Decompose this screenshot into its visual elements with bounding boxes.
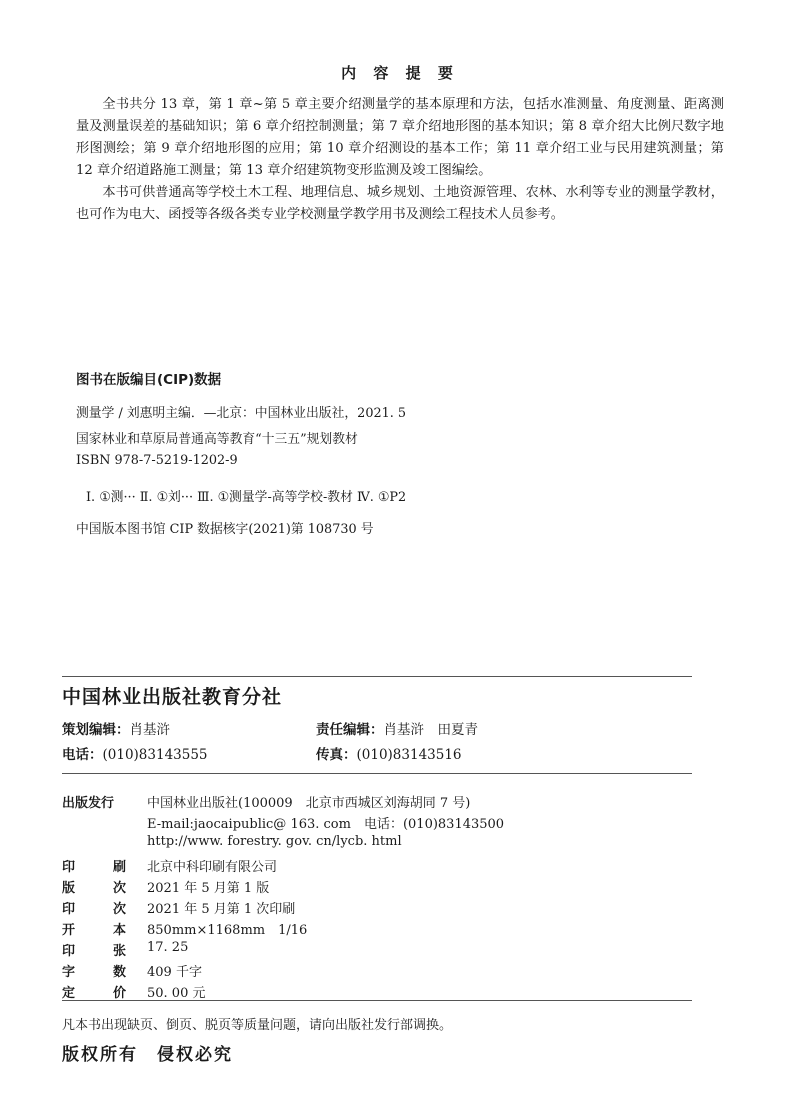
printer-label: 印 刷 xyxy=(62,860,126,875)
cip-title-line: 测量学 / 刘惠明主编．—北京：中国林业出版社，2021. 5 xyxy=(76,406,407,421)
format-label: 开 本 xyxy=(62,923,126,938)
fax-value: (010)83143516 xyxy=(356,747,462,763)
fax-label: 传真： xyxy=(316,747,357,763)
wordcount-label: 字 数 xyxy=(62,965,126,980)
format-value: 850mm×1168mm 1/16 xyxy=(147,923,308,938)
summary-paragraph-1: 全书共分 13 章，第 1 章~第 5 章主要介绍测量学的基本原理和方法，包括水准测量、角度测量、距离测量及测量误差的基础知识；第 6 章介绍控制测量；第 7 章介绍地形图的基本知识；第 8 章介绍大比例尺数字地形图测绘；第 9 章介绍地形图的应用；第 10 章介绍测设的基本工作；第 11 章介绍工业与民用建筑测量；第 12 章介绍道路施工测量；第 13 章介绍建筑物变形监测及竣工图编绘。 xyxy=(76,97,724,178)
email-line: E-mail:jaocaipublic@ 163. com 电话：(010)83143500 xyxy=(147,817,505,832)
planning-editor-value: 肖基浒 xyxy=(129,722,170,738)
phone xyxy=(62,743,208,763)
publisher-label: 出版发行 xyxy=(62,796,115,811)
summary-paragraph-2: 本书可供普通高等学校土木工程、地理信息、城乡规划、土地资源管理、农林、水利等专业的测量学教材，也可作为电大、函授等各级各类专业学校测量学教学用书及测绘工程技术人员参考。 xyxy=(76,185,724,222)
sheets-value: 17. 25 xyxy=(147,940,189,955)
divider-middle xyxy=(62,773,692,774)
publisher-division: 中国林业出版社教育分社 xyxy=(62,686,283,708)
phone-value: (010)83143555 xyxy=(102,747,208,763)
printing-label: 印 次 xyxy=(62,902,126,917)
printer-value: 北京中科印刷有限公司 xyxy=(147,860,278,875)
divider-top xyxy=(62,676,692,677)
copyright-notice: 版权所有 侵权必究 xyxy=(62,1045,233,1065)
publisher-value: 中国林业出版社(100009 北京市西城区刘海胡同 7 号) xyxy=(147,796,471,811)
cip-verification: 中国版本图书馆 CIP 数据核字(2021)第 108730 号 xyxy=(76,522,374,537)
cip-heading: 图书在版编目(CIP)数据 xyxy=(76,372,222,388)
responsible-editor-value: 肖基浒 田夏青 xyxy=(383,722,478,738)
quality-notice: 凡本书出现缺页、倒页、脱页等质量问题，请向出版社发行部调换。 xyxy=(62,1018,453,1033)
wordcount-value: 409 千字 xyxy=(147,965,202,980)
price-label: 定 价 xyxy=(62,986,126,1001)
phone-label: 电话： xyxy=(62,747,103,763)
responsible-editor-label: 责任编辑： xyxy=(316,722,384,738)
edition-label: 版 次 xyxy=(62,881,126,896)
planning-editor xyxy=(62,718,170,738)
website: http://www. forestry. gov. cn/lycb. html xyxy=(147,834,402,849)
summary-title: 内 容 提 要 xyxy=(341,64,459,82)
planning-editor-label: 策划编辑： xyxy=(62,722,130,738)
responsible-editor xyxy=(316,718,478,738)
price-value: 50. 00 元 xyxy=(147,986,206,1001)
cip-classification: Ⅰ. ①测··· Ⅱ. ①刘··· Ⅲ. ①测量学-高等学校-教材 Ⅳ. ①P2 xyxy=(86,490,407,505)
edition-value: 2021 年 5 月第 1 版 xyxy=(147,881,270,896)
cip-isbn: ISBN 978-7-5219-1202-9 xyxy=(76,453,238,468)
divider-bottom xyxy=(62,1000,692,1001)
fax xyxy=(316,743,462,763)
cip-series-line: 国家林业和草原局普通高等教育“十三五”规划教材 xyxy=(76,432,358,447)
sheets-label: 印 张 xyxy=(62,944,126,959)
printing-value: 2021 年 5 月第 1 次印刷 xyxy=(147,902,296,917)
